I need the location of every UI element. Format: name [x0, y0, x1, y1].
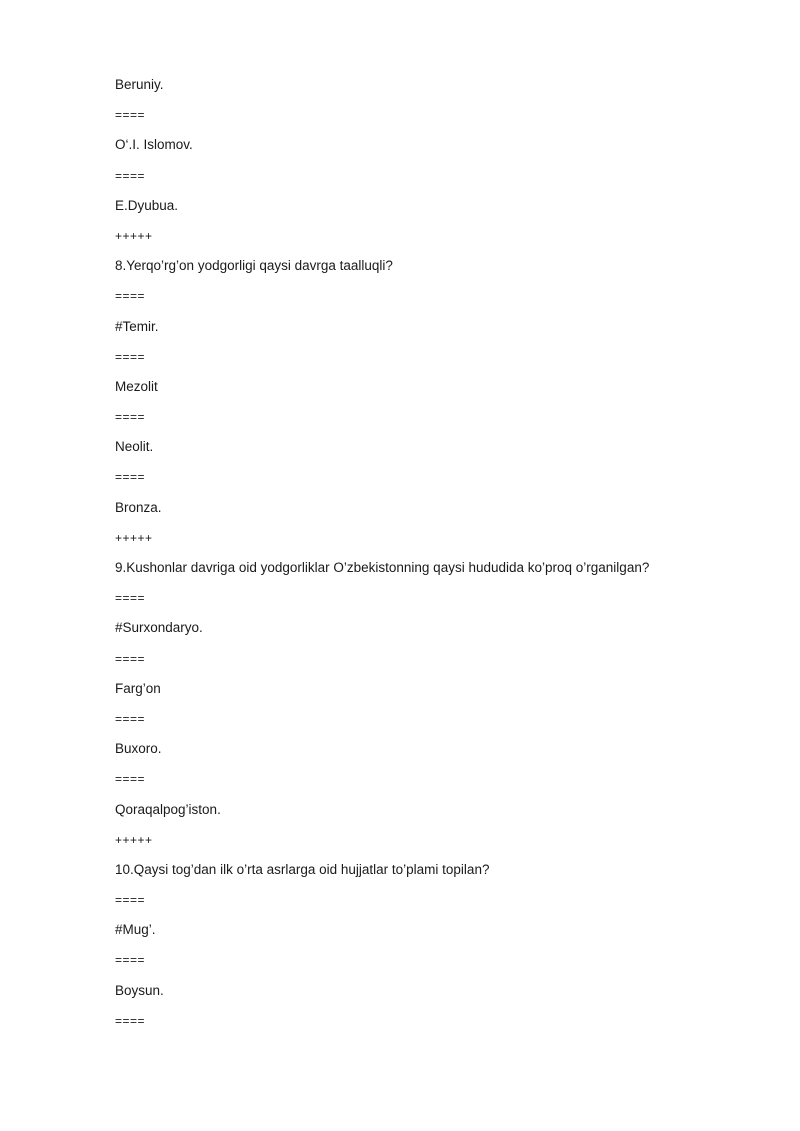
separator-line: ====	[115, 410, 146, 425]
separator-line: ====	[115, 893, 146, 908]
text-line: Boysun.	[115, 982, 164, 998]
separator-line: ====	[115, 591, 146, 606]
separator-line: ====	[115, 168, 146, 183]
document-body	[115, 74, 775, 1040]
separator-line: ====	[115, 772, 146, 787]
text-line: Buxoro.	[115, 741, 162, 757]
text-line: Qoraqalpog’iston.	[115, 801, 221, 817]
separator-line: ====	[115, 651, 146, 666]
text-line: E.Dyubua.	[115, 197, 179, 213]
separator-line: ====	[115, 349, 146, 364]
separator-line: ====	[115, 470, 146, 485]
text-line: 10.Qaysi tog’dan ilk o’rta asrlarga oid hujjatlar to’plami topilan?	[115, 861, 490, 877]
text-line: Farg’on	[115, 680, 161, 696]
text-line: Neolit.	[115, 439, 154, 455]
separator-line: +++++	[115, 832, 153, 847]
separator-line: +++++	[115, 228, 153, 243]
text-line: Beruniy.	[115, 77, 164, 92]
text-line: #Temir.	[115, 318, 159, 334]
text-line: O‘.I. Islomov.	[115, 137, 193, 153]
separator-line: +++++	[115, 530, 153, 545]
text-line: #Mug’.	[115, 922, 156, 938]
text-line: Mezolit	[115, 378, 158, 394]
separator-line: ====	[115, 289, 146, 304]
text-line: 8.Yerqo’rg’on yodgorligi qaysi davrga taalluqli?	[115, 258, 393, 274]
separator-line: ====	[115, 108, 146, 123]
separator-line: ====	[115, 711, 146, 726]
text-line: #Surxondaryo.	[115, 620, 203, 636]
separator-line: ====	[115, 953, 146, 968]
separator-line: ====	[115, 1013, 146, 1028]
text-line: 9.Kushonlar davriga oid yodgorliklar O’zbekistonning qaysi hududida ko’proq o’rganilgan?	[115, 560, 650, 575]
text-line: Bronza.	[115, 499, 162, 515]
